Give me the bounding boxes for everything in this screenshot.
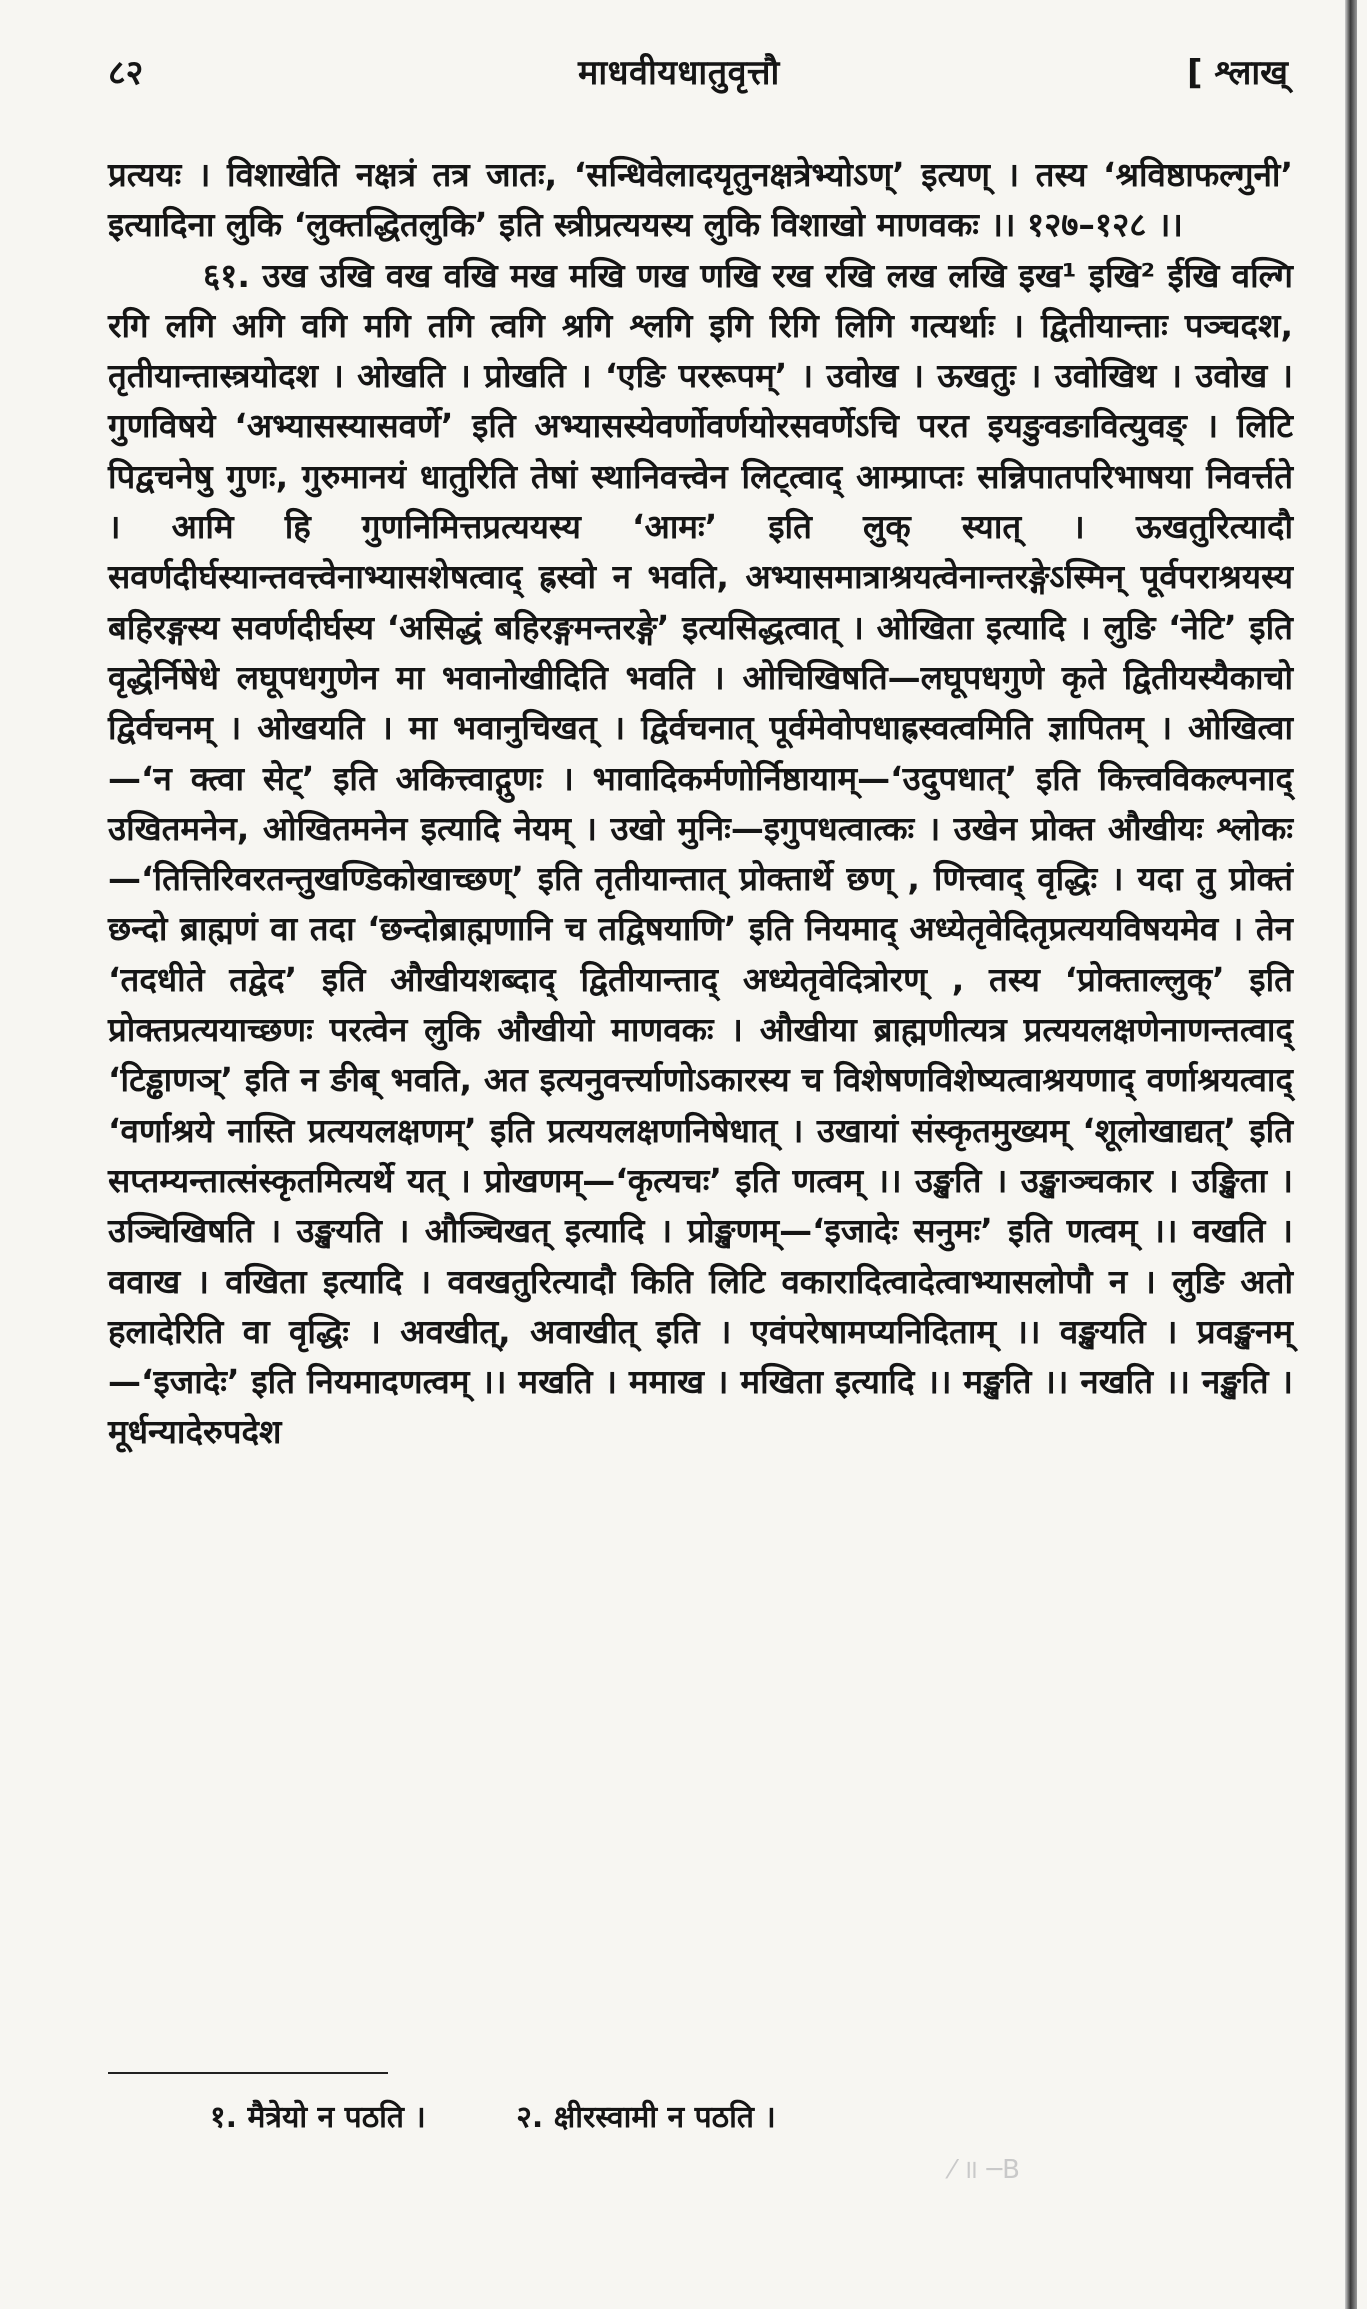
footnotes bbox=[210, 2088, 1110, 2148]
running-header bbox=[108, 40, 1288, 110]
main-text bbox=[108, 150, 1293, 1458]
footnote-1: १. मैत्रेयो न पठति । bbox=[210, 2100, 426, 2135]
footnote-2: २. क्षीरस्वामी न पठति । bbox=[516, 2100, 776, 2135]
page-number: ८२ bbox=[108, 53, 144, 93]
faded-marginal-mark: ⁄ ॥ ─B bbox=[950, 2155, 1020, 2185]
paragraph-continuation: प्रत्ययः । विशाखेति नक्षत्रं तत्र जातः, ‘सन्धिवेलादयृतुनक्षत्रेभ्योऽण्’ इत्यण् । तस्य ‘श्रविष्ठाफल्गुनी’ इत्यादिना लुकि ‘लुक्तद्धितलुकि’ इति स्त्रीप्रत्ययस्य लुकि विशाखो माणवकः ।। १२७–१२८ ।। bbox=[108, 155, 1293, 245]
page-binding-edge bbox=[1345, 0, 1357, 2309]
paragraph-root-61: ६१. उख उखि वख वखि मख मखि णख णखि रख रखि लख लखि इख¹ इखि² ईखि वल्गि रगि लगि अगि वगि मगि तगि त्वगि श्रगि श्लगि इगि रिगि लिगि गत्यर्थाः । द्वितीयान्ताः पञ्चदश, तृतीयान्तास्त्रयोदश । ओखति । प्रोखति । ‘एङि पररूपम्’ । उवोख । ऊखतुः । उवोखिथ । उवोख । गुणविषये ‘अभ्यासस्यासवर्णे’ इति अभ्यासस्येवर्णोवर्णयोरसवर्णेऽचि परत इयङुवङावित्युवङ् । लिटि पिद्वचनेषु गुणः, गुरुमानयं धातुरिति तेषां स्थानिवत्त्वेन लिट्त्वाद् आम्प्राप्तः सन्निपातपरिभाषया निवर्त्तते । आमि हि गुणनिमित्तप्रत्ययस्य ‘आमः’ इति लुक् स्यात् । ऊखतुरित्यादौ सवर्णदीर्घस्यान्तवत्त्वेनाभ्यासशेषत्वाद् ह्रस्वो न भवति, अभ्यासमात्राश्रयत्वेनान्तरङ्गेऽस्मिन् पूर्वपराश्रयस्य बहिरङ्गस्य सवर्णदीर्घस्य ‘असिद्धं बहिरङ्गमन्तरङ्गे’ इत्यसिद्धत्वात् । ओखिता इत्यादि । लुङि ‘नेटि’ इति वृद्धेर्निषेधे लघूपधगुणेन मा भवानोखीदिति भवति । ओचिखिषति—लघूपधगुणे कृते द्वितीयस्यैकाचो द्विर्वचनम् । ओखयति । मा भवानुचिखत् । द्विर्वचनात् पूर्वमेवोपधाह्रस्वत्वमिति ज्ञापितम् । ओखित्वा—‘न क्त्वा सेट्’ इति अकित्त्वाद्गुणः । भावादिकर्मणोर्निष्ठायाम्—‘उदुपधात्’ इति कित्त्वविकल्पनाद् उखितमनेन, ओखितमनेन इत्यादि नेयम् । उखो मुनिः—इगुपधत्वात्कः । उखेन प्रोक्त औखीयः श्लोकः—‘तित्तिरिवरतन्तुखण्डिकोखाच्छण्’ इति तृतीयान्तात् प्रोक्तार्थे छण् , णित्त्वाद् वृद्धिः । यदा तु प्रोक्तं छन्दो ब्राह्मणं वा तदा ‘छन्दोब्राह्मणानि च तद्विषयाणि’ इति नियमाद् अध्येतृवेदितृप्रत्ययविषयमेव । तेन ‘तदधीते तद्वेद’ इति औखीयशब्दाद् द्वितीयान्ताद् अध्येतृवेदित्रोरण् , तस्य ‘प्रोक्ताल्लुक्’ इति प्रोक्तप्रत्ययाच्छणः परत्वेन लुकि औखीयो माणवकः । औखीया ब्राह्मणीत्यत्र प्रत्ययलक्षणेनाणन्तत्वाद् ‘टिड्ढाणञ्’ इति न ङीब् भवति, अत इत्यनुवर्त्त्याणोऽकारस्य च विशेषणविशेष्यत्वाश्रयणाद् वर्णाश्रयत्वाद् ‘वर्णाश्रये नास्ति प्रत्ययलक्षणम्’ इति प्रत्ययलक्षणनिषेधात् । उखायां संस्कृतमुख्यम् ‘शूलोखाद्यत्’ इति सप्तम्यन्तात्संस्कृतमित्यर्थे यत् । प्रोखणम्—‘कृत्यचः’ इति णत्वम् ।। उङ्खति । उङ्खाञ्चकार । उङ्खिता । उञ्चिखिषति । उङ्खयति । औञ्चिखत् इत्यादि । प्रोङ्खणम्—‘इजादेः सनुमः’ इति णत्वम् ।। वखति । ववाख । वखिता इत्यादि । ववखतुरित्यादौ किति लिटि वकारादित्वादेत्वाभ्यासलोपौ न । लुङि अतो हलादेरिति वा वृद्धिः । अवखीत्, अवाखीत् इति । एवंपरेषामप्यनिदिताम् ।। वङ्खयति । प्रवङ्खनम्—‘इजादेः’ इति नियमादणत्वम् ।। मखति । ममाख । मखिता इत्यादि ।। मङ्खति ।। नखति ।। नङ्खति । मूर्धन्यादेरुपदेश bbox=[108, 255, 1293, 1452]
running-title: माधवीयधातुवृत्तौ bbox=[578, 53, 780, 93]
catchword: [ श्लाख् bbox=[1186, 53, 1288, 93]
footnote-rule bbox=[108, 2072, 388, 2074]
